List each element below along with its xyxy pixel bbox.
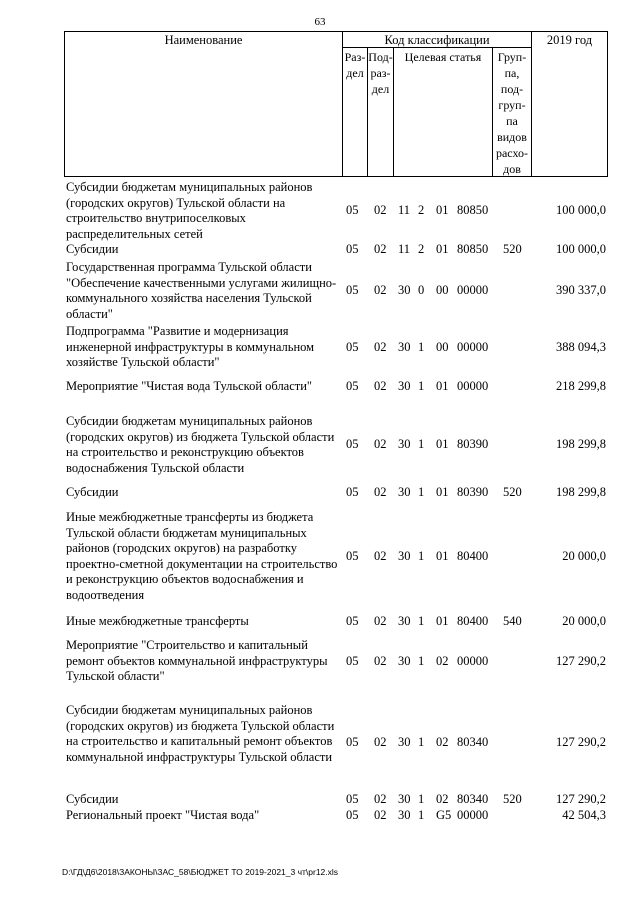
row-group: 520 xyxy=(503,485,522,499)
row-podrazdel: 02 xyxy=(374,203,387,217)
row-name: Мероприятие "Чистая вода Тульской области" xyxy=(66,379,313,393)
row-podrazdel: 02 xyxy=(374,242,387,256)
row-code-c: 01 xyxy=(436,485,449,499)
row-code-a: 30 xyxy=(398,549,411,563)
row-code-b: 0 xyxy=(418,283,425,297)
row-amount: 198 299,8 xyxy=(556,437,606,451)
header-group-label: Груп- па, под- груп- па видов расхо- дов xyxy=(495,50,529,176)
header-target-label: Целевая статья xyxy=(404,50,482,64)
row-name: Иные межбюджетные трансферты xyxy=(66,614,249,628)
row-code-b: 2 xyxy=(418,203,425,217)
row-code-b: 2 xyxy=(418,242,425,256)
row-code-d: 00000 xyxy=(457,379,489,393)
row-name: Субсидии xyxy=(66,485,119,499)
row-code-c: 02 xyxy=(436,735,449,749)
row-code-a: 30 xyxy=(398,792,411,806)
row-razdel: 05 xyxy=(346,654,359,668)
row-code-d: 80340 xyxy=(457,735,489,749)
row-group: 520 xyxy=(503,242,522,256)
row-name: Субсидии бюджетам муниципальных районов (городских округов) Тульской области на строительство внутрипоселковых распределительных сетей xyxy=(66,180,313,241)
row-code-a: 30 xyxy=(398,654,411,668)
header-podrazdel-label: Под- раз- дел xyxy=(368,50,393,96)
row-amount: 127 290,2 xyxy=(556,735,606,749)
row-code-d: 80390 xyxy=(457,485,489,499)
row-code-d: 80850 xyxy=(457,203,489,217)
row-code-d: 00000 xyxy=(457,808,489,822)
row-name: Субсидии xyxy=(66,792,119,806)
row-code-b: 1 xyxy=(418,735,425,749)
header-classification-label: Код классификации xyxy=(384,33,490,47)
row-code-d: 80400 xyxy=(457,549,489,563)
row-name: Субсидии бюджетам муниципальных районов (городских округов) из бюджета Тульской области на строительство и реконструкцию объектов водоснабжения Тульской области xyxy=(66,414,335,475)
row-code-a: 30 xyxy=(398,340,411,354)
row-podrazdel: 02 xyxy=(374,379,387,393)
row-podrazdel: 02 xyxy=(374,808,387,822)
row-code-c: 01 xyxy=(436,549,449,563)
row-code-c: 01 xyxy=(436,242,449,256)
row-code-a: 30 xyxy=(398,735,411,749)
row-razdel: 05 xyxy=(346,203,359,217)
row-code-b: 1 xyxy=(418,549,425,563)
row-code-b: 1 xyxy=(418,379,425,393)
row-code-a: 30 xyxy=(398,808,411,822)
row-amount: 20 000,0 xyxy=(562,549,606,563)
row-amount: 390 337,0 xyxy=(556,283,606,297)
row-code-d: 00000 xyxy=(457,654,489,668)
row-code-a: 11 xyxy=(398,203,411,217)
row-amount: 42 504,3 xyxy=(562,808,606,822)
row-podrazdel: 02 xyxy=(374,549,387,563)
row-podrazdel: 02 xyxy=(374,792,387,806)
row-amount: 100 000,0 xyxy=(556,242,606,256)
row-code-d: 80390 xyxy=(457,437,489,451)
header-target-cell xyxy=(393,47,493,177)
row-code-d: 00000 xyxy=(457,340,489,354)
page-number: 63 xyxy=(314,16,326,28)
row-razdel: 05 xyxy=(346,485,359,499)
row-amount: 20 000,0 xyxy=(562,614,606,628)
row-name: Субсидии xyxy=(66,242,119,256)
row-podrazdel: 02 xyxy=(374,654,387,668)
row-code-b: 1 xyxy=(418,654,425,668)
row-code-d: 80850 xyxy=(457,242,489,256)
row-razdel: 05 xyxy=(346,735,359,749)
row-code-a: 30 xyxy=(398,437,411,451)
row-code-c: 01 xyxy=(436,437,449,451)
row-name: Иные межбюджетные трансферты из бюджета Тульской области бюджетам муниципальных районов (городских округов) на разработку проектно-сметной документации на строительство и реконструкцию объектов водоснабжения и водоотведения xyxy=(66,510,338,602)
footer-file-path: D:\ГД\Д6\2018\ЗАКОНЫ\ЗАС_58\БЮДЖЕТ ТО 2019-2021_3 чт\pr12.xls xyxy=(62,867,339,877)
row-code-c: 01 xyxy=(436,379,449,393)
row-amount: 218 299,8 xyxy=(556,379,606,393)
row-amount: 388 094,3 xyxy=(556,340,606,354)
row-podrazdel: 02 xyxy=(374,437,387,451)
row-code-c: G5 xyxy=(436,808,452,822)
row-razdel: 05 xyxy=(346,242,359,256)
row-code-c: 02 xyxy=(436,792,449,806)
row-code-a: 30 xyxy=(398,379,411,393)
row-code-d: 80400 xyxy=(457,614,489,628)
row-code-a: 11 xyxy=(398,242,411,256)
row-name: Субсидии бюджетам муниципальных районов (городских округов) из бюджета Тульской области на строительство и капитальный ремонт объектов коммунальной инфраструктуры Тульской области xyxy=(66,703,335,764)
row-group: 520 xyxy=(503,792,522,806)
row-razdel: 05 xyxy=(346,614,359,628)
row-code-c: 00 xyxy=(436,340,449,354)
row-name: Государственная программа Тульской области "Обеспечение качественными услугами жилищно-коммунального хозяйства населения Тульской области" xyxy=(66,260,337,321)
row-name: Региональный проект "Чистая вода" xyxy=(66,808,260,822)
row-code-c: 01 xyxy=(436,203,449,217)
row-code-a: 30 xyxy=(398,614,411,628)
row-amount: 127 290,2 xyxy=(556,792,606,806)
header-razdel-label: Раз- дел xyxy=(344,50,366,80)
row-razdel: 05 xyxy=(346,379,359,393)
row-code-b: 1 xyxy=(418,808,425,822)
row-code-a: 30 xyxy=(398,485,411,499)
row-code-c: 01 xyxy=(436,614,449,628)
row-code-c: 00 xyxy=(436,283,449,297)
row-podrazdel: 02 xyxy=(374,485,387,499)
row-amount: 127 290,2 xyxy=(556,654,606,668)
row-amount: 100 000,0 xyxy=(556,203,606,217)
row-podrazdel: 02 xyxy=(374,614,387,628)
row-code-b: 1 xyxy=(418,485,425,499)
header-name-label: Наименование xyxy=(164,33,243,47)
row-code-d: 00000 xyxy=(457,283,489,297)
row-razdel: 05 xyxy=(346,283,359,297)
header-name-cell xyxy=(64,31,343,177)
row-code-a: 30 xyxy=(398,283,411,297)
row-code-c: 02 xyxy=(436,654,449,668)
row-razdel: 05 xyxy=(346,437,359,451)
row-razdel: 05 xyxy=(346,549,359,563)
row-amount: 198 299,8 xyxy=(556,485,606,499)
row-podrazdel: 02 xyxy=(374,340,387,354)
row-podrazdel: 02 xyxy=(374,735,387,749)
header-year-cell xyxy=(531,31,608,177)
row-podrazdel: 02 xyxy=(374,283,387,297)
row-code-b: 1 xyxy=(418,792,425,806)
row-code-b: 1 xyxy=(418,437,425,451)
row-group: 540 xyxy=(503,614,522,628)
row-code-b: 1 xyxy=(418,340,425,354)
row-razdel: 05 xyxy=(346,340,359,354)
row-name: Подпрограмма "Развитие и модернизация инженерной инфраструктуры в коммунальном хозяйстве Тульской области" xyxy=(66,324,315,370)
row-razdel: 05 xyxy=(346,808,359,822)
header-year-label: 2019 год xyxy=(546,33,593,47)
row-code-b: 1 xyxy=(418,614,425,628)
row-razdel: 05 xyxy=(346,792,359,806)
row-code-d: 80340 xyxy=(457,792,489,806)
row-name: Мероприятие "Строительство и капитальный ремонт объектов коммунальной инфраструктуры Тульской области" xyxy=(66,638,328,684)
